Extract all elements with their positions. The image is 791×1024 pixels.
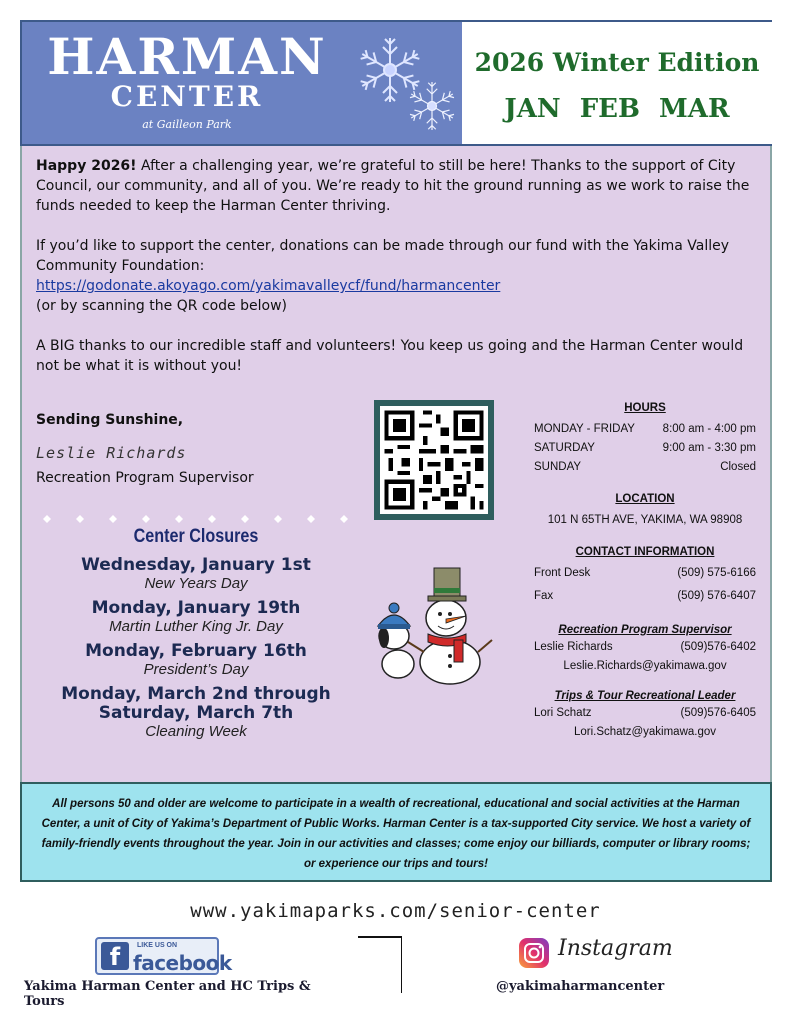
closure-date: Monday, February 16th — [85, 641, 307, 661]
closure-item — [36, 642, 356, 679]
signoff-greeting: Sending Sunshine, — [36, 412, 184, 428]
info-band — [20, 782, 772, 882]
website-url[interactable]: www.yakimaparks.com/senior-center — [190, 900, 601, 922]
facebook-like-text: LIKE US ON — [137, 942, 178, 949]
intro-paragraph-1 — [36, 156, 756, 216]
logo-center-text: CENTER — [110, 80, 264, 113]
closure-date: Wednesday, January 1st — [81, 555, 311, 575]
trips-heading: Trips & Tour Recreational Leader — [554, 690, 736, 702]
hours-heading: HOURS — [624, 402, 666, 414]
contact-label: Front Desk — [534, 567, 591, 579]
edition-title: 2026 Winter Edition — [474, 48, 760, 77]
facebook-badge[interactable] — [95, 937, 232, 975]
qr-code-icon[interactable] — [374, 400, 494, 520]
closure-date: Monday, March 2nd through Saturday, March 7th — [61, 684, 331, 723]
intro-message: After a challenging year, we’re grateful to still be here! Thanks to the support of City Council, our community, and all of you. We’re ready to hit the ground running as we work to raise the funds needed to keep the Harman Center thriving. — [36, 158, 750, 214]
snowman-snoopy-icon — [358, 556, 498, 686]
hours-day: MONDAY - FRIDAY — [534, 423, 635, 435]
hours-day: SATURDAY — [534, 442, 595, 454]
donation-link[interactable]: https://godonate.akoyago.com/yakimavalleycf/fund/harmancenter — [36, 278, 501, 294]
closures-title: Center Closures — [133, 526, 259, 547]
contact-row — [534, 587, 756, 606]
edition-panel — [462, 22, 772, 144]
supervisor-name: Leslie Richards — [534, 641, 613, 653]
location-heading: LOCATION — [615, 493, 675, 505]
facebook-caption: Yakima Harman Center and HC Trips & Tours — [24, 979, 311, 1009]
trips-email[interactable]: Lori.Schatz@yakimawa.gov — [573, 726, 717, 738]
supervisor-email[interactable]: Leslie.Richards@yakimawa.gov — [563, 660, 727, 672]
hours-row — [534, 458, 756, 477]
center-closures — [36, 526, 356, 747]
diamond-divider-icon — [42, 514, 352, 524]
donation-text: If you’d like to support the center, donations can be made through our fund with the Yakima Valley Community Foundation: — [36, 238, 730, 274]
signoff-signature: Leslie Richards — [36, 444, 187, 462]
supervisor-phone: (509)576-6402 — [680, 641, 756, 653]
header-banner — [20, 20, 772, 146]
contact-value: (509) 575-6166 — [677, 567, 756, 579]
supervisor-row — [534, 638, 756, 657]
intro-text — [36, 156, 756, 396]
signoff-block — [36, 412, 336, 486]
closure-name: President’s Day — [143, 661, 249, 678]
trips-phone: (509)576-6405 — [680, 707, 756, 719]
instagram-wordmark: Instagram — [558, 936, 673, 961]
intro-greeting: Happy 2026! — [36, 158, 137, 174]
closure-name: Cleaning Week — [145, 723, 247, 740]
contact-heading: CONTACT INFORMATION — [575, 546, 715, 558]
band-text: All persons 50 and older are welcome to participate in a wealth of recreational, educational and social activities at the Harman Center, a unit of City of Yakima’s Department of Public Works. Harman Center is a tax-supported City service. We host a variety of family-friendly events throughout the year. Join in our activities and classes; come enjoy our billiards, computer or library rooms; or experience our trips and tours! — [41, 798, 751, 870]
logo-harman-text: HARMAN — [47, 27, 327, 86]
closure-name: New Years Day — [144, 575, 248, 592]
closure-date: Monday, January 19th — [91, 598, 301, 618]
intro-paragraph-2 — [36, 236, 756, 316]
closure-item — [36, 556, 356, 593]
trips-name: Lori Schatz — [534, 707, 592, 719]
contact-value: (509) 576-6407 — [677, 590, 756, 602]
hours-row — [534, 420, 756, 439]
facebook-wordmark: facebook — [133, 951, 232, 975]
hours-day: SUNDAY — [534, 461, 582, 473]
trips-row — [534, 704, 756, 723]
instagram-handle[interactable]: @yakimaharmancenter — [496, 979, 665, 994]
divider-line-icon — [358, 935, 402, 995]
qr-note: (or by scanning the QR code below) — [36, 298, 287, 314]
contact-row — [534, 564, 756, 583]
intro-paragraph-3: A BIG thanks to our incredible staff and volunteers! You keep us going and the Harman Center would not be what it is without you! — [36, 338, 744, 374]
closure-item — [36, 685, 356, 741]
harman-center-logo — [28, 28, 346, 142]
closure-name: Martin Luther King Jr. Day — [109, 618, 283, 635]
info-column — [534, 402, 756, 742]
closure-item — [36, 599, 356, 636]
hours-time: Closed — [720, 461, 756, 473]
instagram-icon[interactable] — [518, 937, 550, 969]
facebook-icon: f — [101, 942, 129, 970]
main-panel — [20, 146, 772, 782]
supervisor-heading: Recreation Program Supervisor — [558, 624, 732, 636]
signoff-title: Recreation Program Supervisor — [36, 470, 254, 486]
contact-label: Fax — [534, 590, 554, 602]
edition-months: JAN FEB MAR — [504, 94, 730, 124]
snowflake-icon — [352, 30, 462, 138]
hours-row — [534, 439, 756, 458]
location-address: 101 N 65TH AVE, YAKIMA, WA 98908 — [547, 514, 743, 526]
hours-time: 9:00 am - 3:30 pm — [662, 442, 756, 454]
logo-subtitle: at Gailleon Park — [142, 118, 232, 131]
hours-time: 8:00 am - 4:00 pm — [662, 423, 756, 435]
